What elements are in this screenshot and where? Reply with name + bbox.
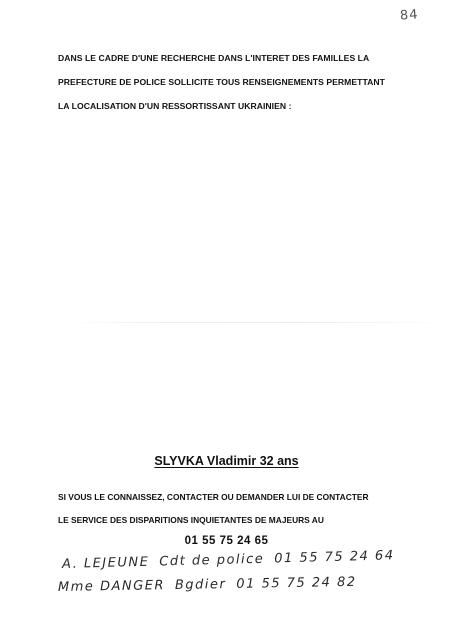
handwritten-phone: 01 55 75 24 64	[274, 548, 395, 567]
intro-line: LA LOCALISATION D'UN RESSORTISSANT UKRAINIEN :	[58, 101, 292, 111]
contact-phone-number: 01 55 75 24 65	[184, 535, 269, 547]
handwritten-name: Mme DANGER	[57, 578, 166, 595]
handwritten-title: Bgdier	[174, 577, 227, 593]
page-number: 84	[399, 7, 420, 24]
fold-line	[70, 322, 450, 323]
handwritten-phone: 01 55 75 24 82	[236, 574, 357, 592]
contact-instruction-line: SI VOUS LE CONNAISSEZ, CONTACTER OU DEMANDER LUI DE CONTACTER	[58, 492, 369, 502]
missing-person-name: SLYVKA Vladimir 32 ans	[154, 454, 299, 468]
intro-paragraph	[58, 46, 418, 118]
intro-line: PREFECTURE DE POLICE SOLLICITE TOUS RENSEIGNEMENTS PERMETTANT	[58, 77, 385, 87]
contact-instruction-line: LE SERVICE DES DISPARITIONS INQUIETANTES DE MAJEURS AU	[58, 515, 324, 525]
handwritten-contact-1	[62, 548, 395, 572]
handwritten-contact-2	[58, 575, 357, 595]
intro-line: DANS LE CADRE D'UNE RECHERCHE DANS L'INTERET DES FAMILLES LA	[58, 53, 370, 63]
handwritten-name: A. LEJEUNE	[61, 554, 150, 572]
handwritten-title: Cdt de police	[159, 551, 265, 570]
